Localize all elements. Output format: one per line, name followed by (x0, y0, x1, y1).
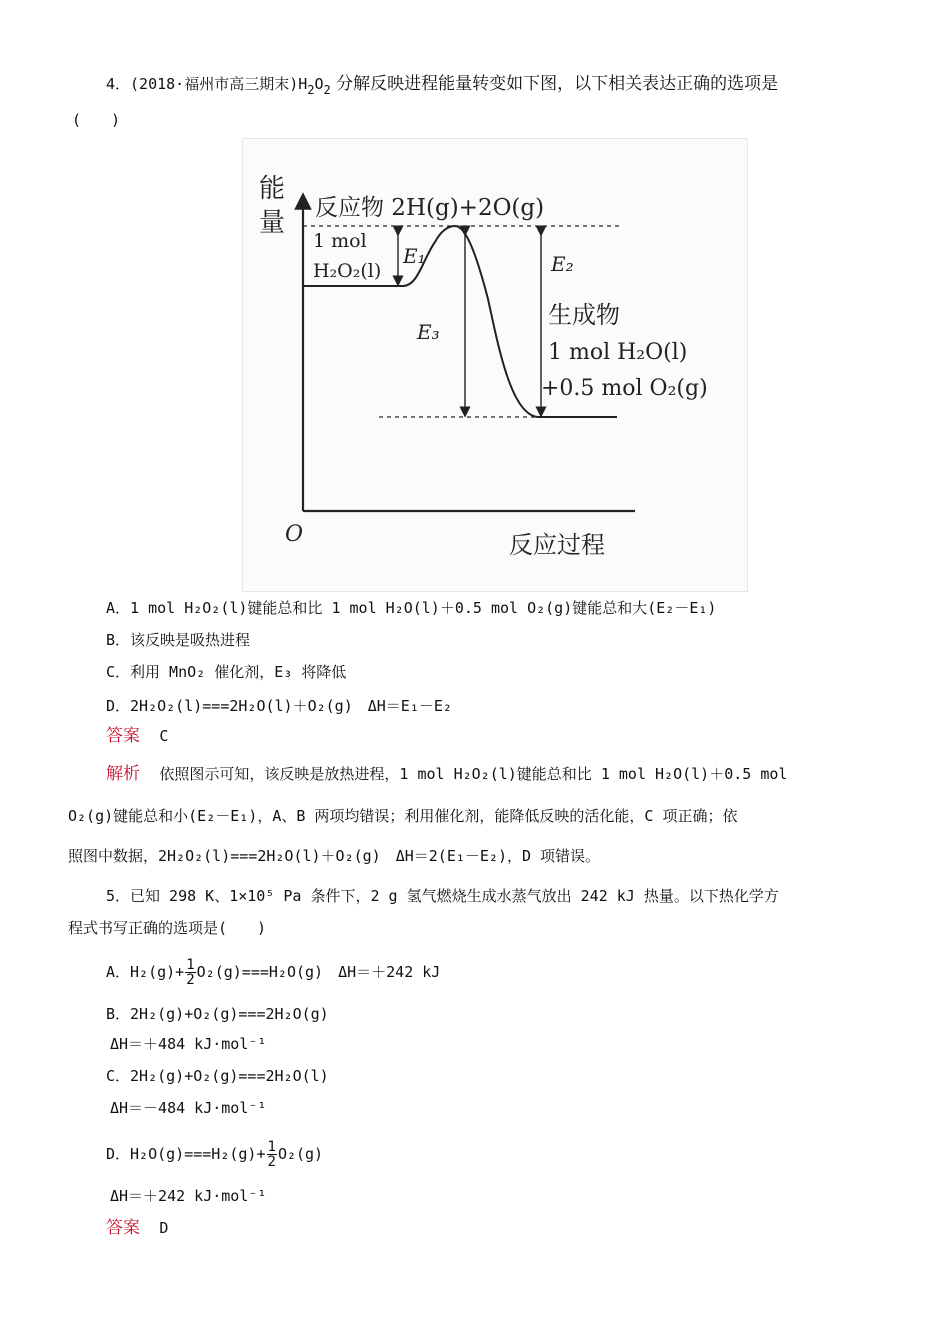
q5-option-d-line2: ΔH＝＋242 kJ·mol⁻¹ (110, 1187, 267, 1205)
e1-label: E₁ (403, 244, 426, 268)
q5-option-d-post: O₂(g) (277, 1145, 324, 1163)
q5-option-b-line2: ΔH＝＋484 kJ·mol⁻¹ (110, 1035, 267, 1053)
q4-stem-sub1: 2 (307, 83, 315, 97)
q5-option-b-line1: B．2H₂(g)+O₂(g)===2H₂O(g) (106, 1005, 329, 1023)
q4-analysis-line3: 照图中数据，2H₂O₂(l)===2H₂O(l)＋O₂(g) ΔH＝2(E₁－E₂)，D 项错误。 (68, 847, 601, 865)
q5-option-a (106, 958, 440, 987)
q5-answer (106, 1216, 168, 1240)
fraction-denominator: 2 (186, 972, 195, 988)
reactant-title: 反应物 2H(g)+2O(g) (315, 195, 545, 221)
q5-answer-label: 答案 (106, 1218, 140, 1238)
q5-option-a-pre: A．H₂(g)+ (106, 963, 185, 981)
reactant-line1: 1 mol (313, 230, 367, 252)
e3-label: E₃ (417, 320, 440, 344)
energy-diagram-svg (243, 139, 747, 591)
q5-option-c-line2: ΔH＝－484 kJ·mol⁻¹ (110, 1099, 267, 1117)
q4-answer-value: C (159, 727, 169, 745)
q4-number: 4． (106, 75, 131, 93)
fraction-denominator: 2 (267, 1154, 276, 1170)
q4-analysis-label: 解析 (106, 764, 140, 784)
q4-option-c: C．利用 MnO₂ 催化剂，E₃ 将降低 (106, 663, 347, 681)
fraction-numerator: 1 (267, 1139, 276, 1155)
product-line2: +0.5 mol O₂(g) (541, 376, 708, 401)
e2-label: E₂ (551, 252, 574, 276)
y-axis-label-2: 量 (259, 208, 286, 238)
q4-analysis-row1 (106, 762, 787, 786)
q5-answer-value: D (159, 1219, 169, 1237)
q4-option-a: A．1 mol H₂O₂(l)键能总和比 1 mol H₂O(l)＋0.5 mol O₂(g)键能总和大(E₂－E₁) (106, 599, 717, 617)
origin-label: O (285, 522, 304, 547)
q4-stem-b: O (314, 75, 324, 93)
q4-paren: ( ) (72, 111, 121, 129)
energy-diagram (242, 138, 748, 592)
x-axis-label: 反应过程 (509, 531, 605, 559)
q5-option-c-line1: C．2H₂(g)+O₂(g)===2H₂O(l) (106, 1067, 329, 1085)
q4-option-b: B．该反映是吸热进程 (106, 631, 251, 649)
q5-stem-line2: 程式书写正确的选项是( ) (68, 919, 267, 937)
q5-option-a-fraction (185, 958, 195, 987)
q4-option-d: D．2H₂O₂(l)===2H₂O(l)＋O₂(g) ΔH＝E₁－E₂ (106, 697, 452, 715)
y-axis-label-1: 能 (259, 174, 286, 204)
q4-stem-c: 分解反映进程能量转变如下图，以下相关表达正确的选项是 (330, 74, 779, 94)
product-title: 生成物 (548, 301, 620, 329)
q5-option-d-pre: D．H₂O(g)===H₂(g)+ (106, 1145, 266, 1163)
q5-option-a-post: O₂(g)===H₂O(g) ΔH＝＋242 kJ (196, 963, 441, 981)
q5-option-d-line1 (106, 1140, 323, 1169)
reactant-line2: H₂O₂(l) (313, 260, 382, 282)
q4-stem (106, 72, 778, 97)
q4-stem-sub2: 2 (323, 83, 331, 97)
q5-option-d-fraction (267, 1140, 277, 1169)
q4-answer-label: 答案 (106, 726, 140, 746)
q4-stem-a: (2018·福州市高三期末)H (130, 75, 308, 93)
product-line1: 1 mol H₂O(l) (548, 340, 688, 365)
q5-stem-line1: 5．已知 298 K、1×10⁵ Pa 条件下，2 g 氢气燃烧生成水蒸气放出 242 kJ 热量。以下热化学方 (106, 887, 779, 905)
q4-analysis-line2: O₂(g)键能总和小(E₂－E₁)，A、B 两项均错误；利用催化剂，能降低反映的活化能，C 项正确；依 (68, 807, 738, 825)
fraction-numerator: 1 (186, 957, 195, 973)
q4-analysis-line1: 依照图示可知，该反映是放热进程，1 mol H₂O₂(l)键能总和比 1 mol H₂O(l)＋0.5 mol (159, 765, 788, 783)
q4-answer (106, 724, 168, 748)
